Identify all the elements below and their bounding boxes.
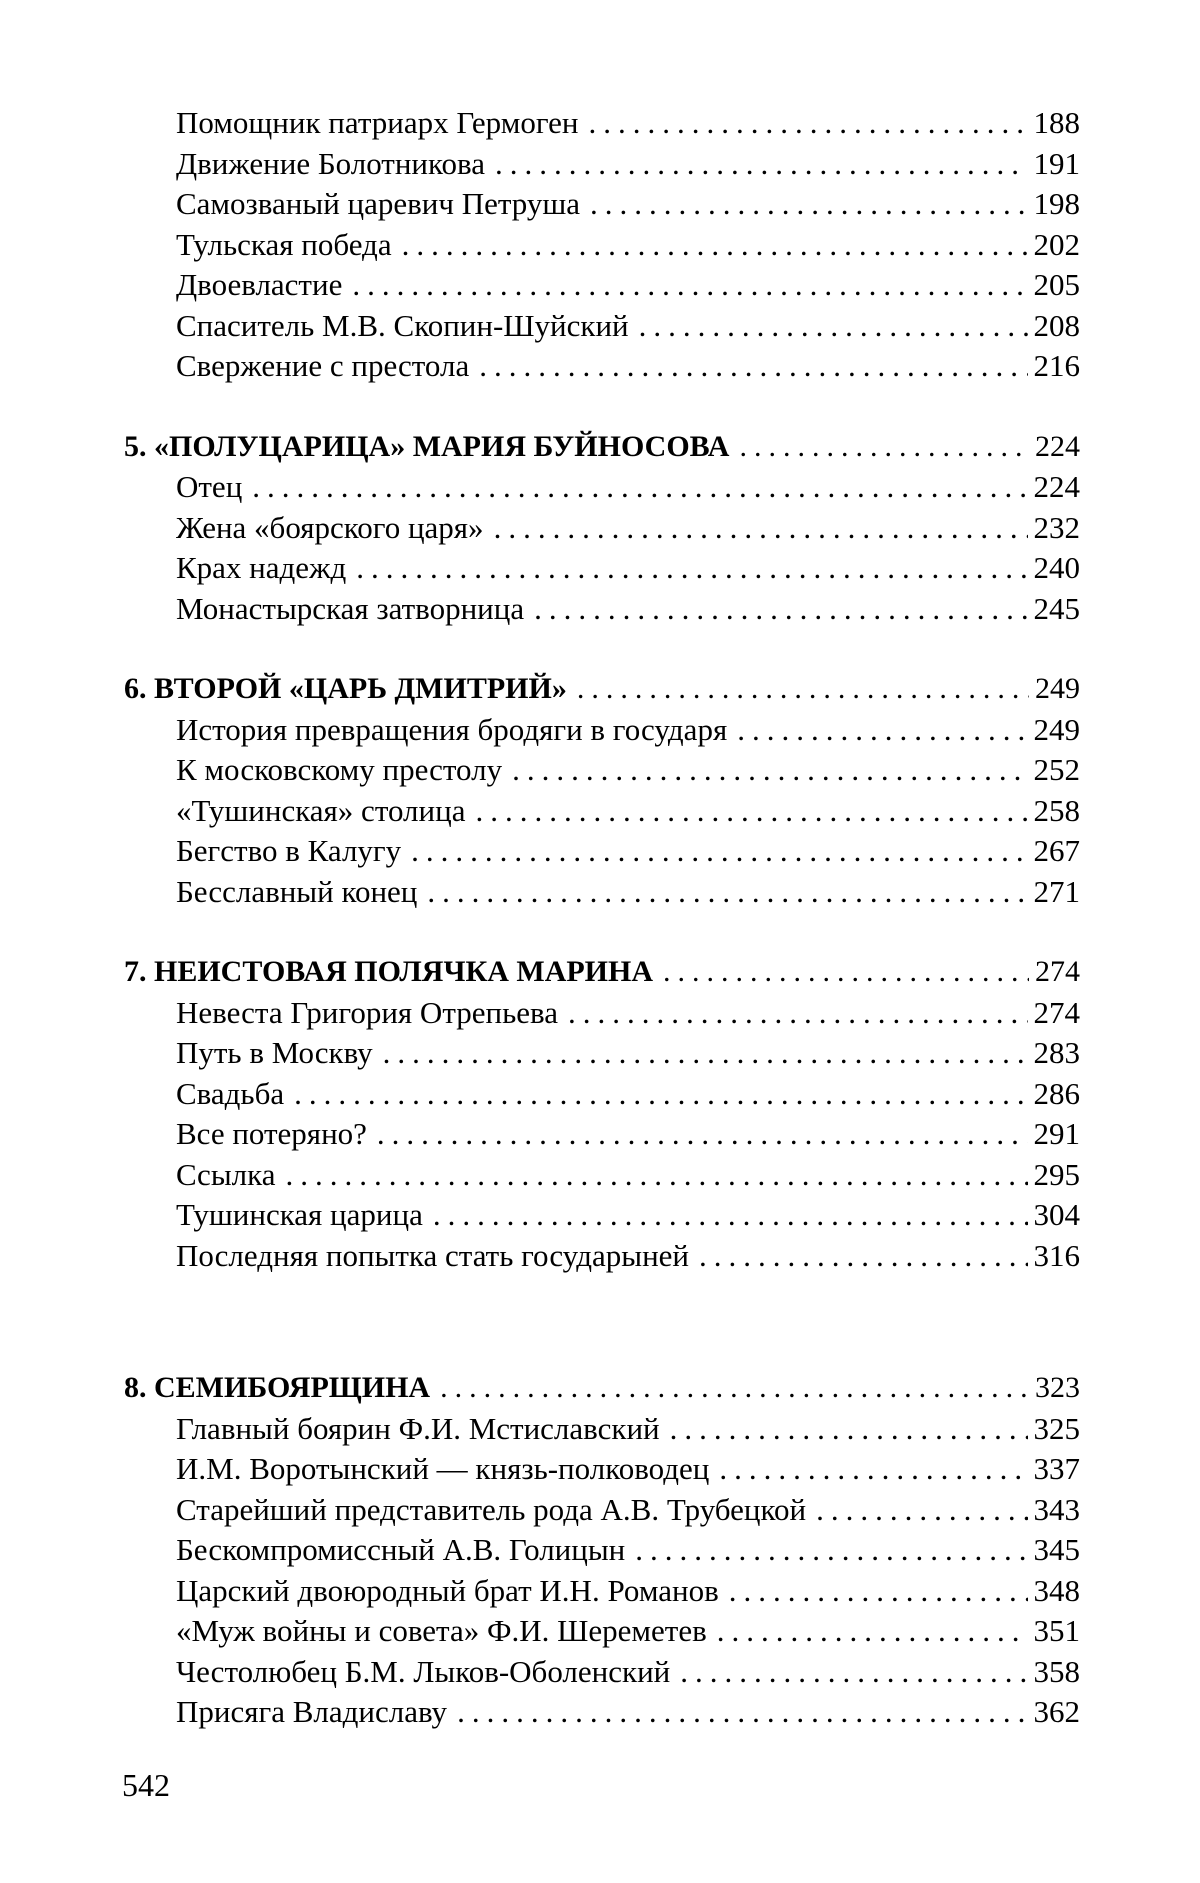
toc-entry bbox=[124, 750, 1080, 791]
toc-entry-page: 258 bbox=[1033, 792, 1080, 828]
dot-leader bbox=[670, 1409, 1028, 1450]
toc-entry-page: 198 bbox=[1033, 186, 1080, 221]
toc-chapter-page: 274 bbox=[1035, 955, 1080, 988]
dot-leader bbox=[294, 1074, 1027, 1115]
toc-entry-title: Свержение с престола bbox=[176, 348, 470, 383]
toc-entry-title: Бескомпромиссный А.В. Голицын bbox=[176, 1532, 626, 1567]
toc-entry-page: 325 bbox=[1033, 1410, 1080, 1446]
toc-entry bbox=[124, 1490, 1080, 1531]
toc-entry-page: 316 bbox=[1033, 1237, 1080, 1273]
toc-entry-title: Присяга Владиславу bbox=[176, 1694, 448, 1729]
page-number: 542 bbox=[122, 1767, 170, 1803]
toc-entry bbox=[124, 144, 1080, 185]
toc-chapter-title: 6. ВТОРОЙ «ЦАРЬ ДМИТРИЙ» bbox=[124, 672, 567, 705]
toc-entry-page: 224 bbox=[1033, 469, 1080, 504]
toc-entry-title: Тульская победа bbox=[176, 226, 392, 262]
toc-entry-page: 286 bbox=[1033, 1075, 1080, 1111]
dot-leader bbox=[512, 750, 1027, 791]
toc-chapter-title: 7. НЕИСТОВАЯ ПОЛЯЧКА МАРИНА bbox=[124, 955, 654, 988]
dot-leader bbox=[590, 184, 1027, 225]
toc-entry-title: Бесславный конец bbox=[176, 873, 418, 909]
toc-entry-page: 245 bbox=[1033, 590, 1080, 626]
toc-entry-title: Двоевластие bbox=[176, 267, 343, 302]
dot-leader bbox=[352, 265, 1027, 306]
toc-entry-title: И.М. Воротынский — князь-полководец bbox=[176, 1451, 710, 1486]
toc-entry-page: 216 bbox=[1033, 348, 1080, 383]
toc-entry bbox=[124, 1195, 1080, 1236]
dot-leader bbox=[719, 1449, 1027, 1490]
toc-entry-page: 358 bbox=[1033, 1653, 1080, 1689]
toc-chapter-page: 323 bbox=[1035, 1371, 1080, 1404]
toc-entry bbox=[124, 265, 1080, 306]
toc-entry-title: Жена «боярского царя» bbox=[176, 509, 484, 545]
toc-entry-title: Тушинская царица bbox=[176, 1197, 423, 1232]
toc-entry bbox=[124, 1409, 1080, 1450]
toc-chapter-page: 224 bbox=[1035, 429, 1080, 463]
dot-leader bbox=[285, 1155, 1027, 1196]
toc-entry-title: Царский двоюродный брат И.Н. Романов bbox=[176, 1572, 719, 1608]
toc-entry-page: 337 bbox=[1033, 1451, 1080, 1486]
toc-entry bbox=[124, 508, 1080, 549]
toc-entry-page: 205 bbox=[1033, 267, 1080, 302]
toc-block-chapter-6 bbox=[124, 669, 1080, 912]
toc-entry bbox=[124, 1692, 1080, 1733]
dot-leader bbox=[816, 1490, 1027, 1531]
dot-leader bbox=[739, 427, 1029, 468]
toc-entry bbox=[124, 710, 1080, 751]
toc-entry bbox=[124, 831, 1080, 872]
dot-leader bbox=[577, 669, 1029, 710]
dot-leader bbox=[699, 1236, 1027, 1277]
dot-leader bbox=[588, 103, 1027, 144]
toc-entry-title: Помощник патриарх Гермоген bbox=[176, 105, 579, 140]
dot-leader bbox=[411, 831, 1027, 872]
dot-leader bbox=[427, 872, 1027, 913]
toc-entry bbox=[124, 1033, 1080, 1074]
toc-entry-page: 348 bbox=[1033, 1572, 1080, 1608]
toc-entry-page: 283 bbox=[1033, 1035, 1080, 1070]
toc-chapter-page: 249 bbox=[1035, 672, 1080, 705]
toc-entry bbox=[124, 872, 1080, 913]
toc-entry-title: Путь в Москву bbox=[176, 1035, 373, 1070]
dot-leader bbox=[383, 1033, 1028, 1074]
toc-entry-page: 249 bbox=[1033, 711, 1080, 747]
toc-entry-title: Отец bbox=[176, 469, 243, 504]
toc-entry bbox=[124, 103, 1080, 144]
toc-entry-page: 202 bbox=[1033, 226, 1080, 262]
toc-entry-page: 271 bbox=[1033, 873, 1080, 909]
toc-entry-title: Бегство в Калугу bbox=[176, 833, 402, 868]
toc-entry-page: 295 bbox=[1033, 1156, 1080, 1192]
dot-leader bbox=[680, 1652, 1027, 1693]
toc-entry-page: 267 bbox=[1033, 833, 1080, 868]
toc-entry bbox=[124, 1611, 1080, 1652]
toc-entry-title: Свадьба bbox=[176, 1075, 285, 1111]
toc-entry bbox=[124, 1074, 1080, 1115]
dot-leader bbox=[457, 1692, 1027, 1733]
toc-entry-page: 252 bbox=[1033, 752, 1080, 787]
toc-entry-page: 362 bbox=[1033, 1694, 1080, 1729]
toc-entry bbox=[124, 589, 1080, 630]
toc-entry-title: Монастырская затворница bbox=[176, 590, 525, 626]
toc-entry-title: Ссылка bbox=[176, 1156, 276, 1192]
toc-entry bbox=[124, 225, 1080, 266]
toc-entry-title: Самозваный царевич Петруша bbox=[176, 186, 581, 221]
dot-leader bbox=[568, 993, 1028, 1034]
toc-entry-title: Крах надежд bbox=[176, 550, 347, 585]
toc-entry bbox=[124, 184, 1080, 225]
dot-leader bbox=[475, 791, 1027, 832]
toc-entry bbox=[124, 791, 1080, 832]
toc-entry-title: К московскому престолу bbox=[176, 752, 503, 787]
toc-chapter-title: 5. «ПОЛУЦАРИЦА» МАРИЯ БУЙНОСОВА bbox=[124, 429, 730, 463]
toc-entry-page: 304 bbox=[1033, 1197, 1080, 1232]
dot-leader bbox=[639, 306, 1028, 347]
dot-leader bbox=[252, 467, 1027, 508]
toc-entry-title: Все потеряно? bbox=[176, 1116, 367, 1151]
toc-entry bbox=[124, 346, 1080, 387]
toc-chapter-heading bbox=[124, 427, 1080, 468]
table-of-contents bbox=[124, 103, 1080, 1733]
toc-entry-title: Главный боярин Ф.И. Мстиславский bbox=[176, 1410, 660, 1446]
toc-chapter-heading bbox=[124, 952, 1080, 993]
dot-leader bbox=[402, 225, 1028, 266]
toc-block-continuation bbox=[124, 103, 1080, 387]
toc-entry bbox=[124, 1449, 1080, 1490]
dot-leader bbox=[494, 508, 1028, 549]
toc-chapter-heading bbox=[124, 669, 1080, 710]
toc-block-chapter-5 bbox=[124, 427, 1080, 630]
toc-block-chapter-8 bbox=[124, 1368, 1080, 1733]
dot-leader bbox=[377, 1114, 1028, 1155]
toc-entry bbox=[124, 1571, 1080, 1612]
toc-entry-page: 188 bbox=[1033, 105, 1080, 140]
toc-entry bbox=[124, 1530, 1080, 1571]
toc-entry-page: 208 bbox=[1033, 307, 1080, 343]
toc-entry bbox=[124, 1236, 1080, 1277]
toc-chapter-title: 8. СЕМИБОЯРЩИНА bbox=[124, 1371, 431, 1404]
dot-leader bbox=[635, 1530, 1027, 1571]
toc-entry-title: Последняя попытка стать государыней bbox=[176, 1237, 690, 1273]
dot-leader bbox=[717, 1611, 1028, 1652]
toc-entry bbox=[124, 548, 1080, 589]
toc-entry-title: Невеста Григория Отрепьева bbox=[176, 994, 558, 1030]
toc-entry-page: 345 bbox=[1033, 1532, 1080, 1567]
toc-entry-page: 351 bbox=[1033, 1613, 1080, 1648]
dot-leader bbox=[495, 144, 1028, 185]
dot-leader bbox=[663, 952, 1029, 993]
dot-leader bbox=[534, 589, 1027, 630]
toc-entry-page: 343 bbox=[1033, 1491, 1080, 1527]
toc-entry-title: Движение Болотникова bbox=[176, 145, 485, 181]
toc-entry-title: «Тушинская» столица bbox=[176, 792, 466, 828]
toc-chapter-heading bbox=[124, 1368, 1080, 1409]
toc-entry bbox=[124, 1155, 1080, 1196]
toc-entry bbox=[124, 1114, 1080, 1155]
toc-entry bbox=[124, 1652, 1080, 1693]
toc-entry-title: Старейший представитель рода А.В. Трубецкой bbox=[176, 1491, 807, 1527]
dot-leader bbox=[440, 1368, 1029, 1409]
toc-entry-title: История превращения бродяги в государя bbox=[176, 711, 728, 747]
toc-entry-title: Спаситель М.В. Скопин-Шуйский bbox=[176, 307, 629, 343]
dot-leader bbox=[356, 548, 1027, 589]
dot-leader bbox=[729, 1571, 1028, 1612]
dot-leader bbox=[479, 346, 1027, 387]
toc-entry-page: 191 bbox=[1033, 145, 1080, 181]
toc-entry-page: 274 bbox=[1033, 994, 1080, 1030]
toc-entry-page: 232 bbox=[1033, 509, 1080, 545]
toc-entry bbox=[124, 306, 1080, 347]
dot-leader bbox=[737, 710, 1027, 751]
toc-block-chapter-7 bbox=[124, 952, 1080, 1276]
toc-entry bbox=[124, 993, 1080, 1034]
dot-leader bbox=[433, 1195, 1028, 1236]
toc-entry-title: «Муж войны и совета» Ф.И. Шереметев bbox=[176, 1613, 707, 1648]
toc-entry-page: 240 bbox=[1033, 550, 1080, 585]
toc-entry bbox=[124, 467, 1080, 508]
toc-entry-page: 291 bbox=[1033, 1116, 1080, 1151]
toc-entry-title: Честолюбец Б.М. Лыков-Оболенский bbox=[176, 1653, 671, 1689]
